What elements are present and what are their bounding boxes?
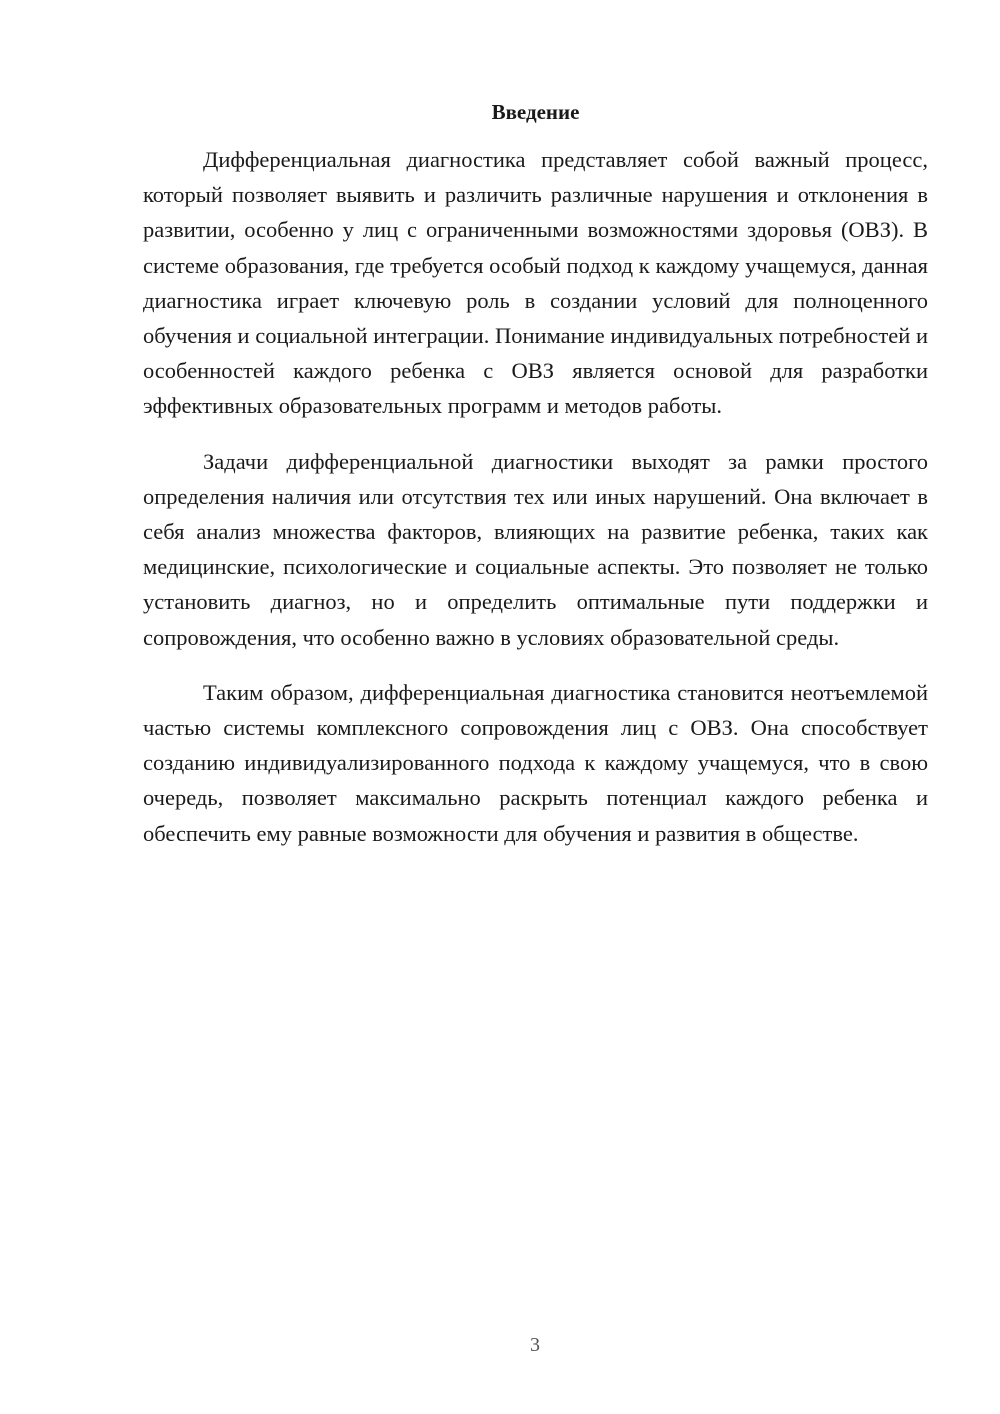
paragraph-3: Таким образом, дифференциальная диагностика становится неотъемлемой частью системы комплексного сопровождения лиц с ОВЗ. Она способствует созданию индивидуализированного подхода к каждому учащемуся, что в свою очередь, позволяет максимально раскрыть потенциал каждого ребенка и обеспечить ему равные возможности для обучения и развития в обществе. — [143, 679, 928, 846]
paragraph-1: Дифференциальная диагностика представляет собой важный процесс, который позволяет выявить и различить различные нарушения и отклонения в развитии, особенно у лиц с ограниченными возможностями здоровья (ОВЗ). В системе образования, где требуется особый подход к каждому учащемуся, данная диагностика играет ключевую роль в создании условий для полноценного обучения и социальной интеграции. Понимание индивидуальных потребностей и особенностей каждого ребенка с ОВЗ является основой для разработки эффективных образовательных программ и методов работы. — [143, 147, 928, 419]
page-number: 3 — [530, 1334, 540, 1356]
body-text — [143, 142, 928, 851]
paragraph-2: Задачи дифференциальной диагностики выходят за рамки простого определения наличия или отсутствия тех или иных нарушений. Она включает в себя анализ множества факторов, влияющих на развитие ребенка, таких как медицинские, психологические и социальные аспекты. Это позволяет не только установить диагноз, но и определить оптимальные пути поддержки и сопровождения, что особенно важно в условиях образовательной среды. — [143, 448, 928, 650]
page-title: Введение — [491, 100, 580, 124]
